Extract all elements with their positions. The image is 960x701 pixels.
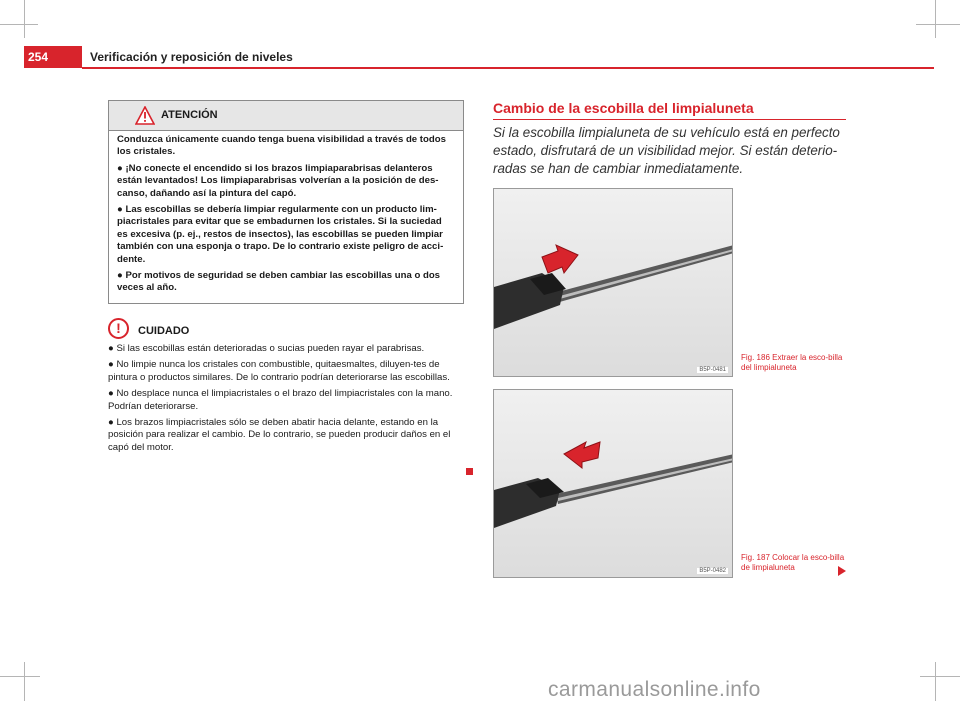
warning-paragraph: ● Las escobillas se debería limpiar regularmente con un producto lim-piacristales para evitar que se embadurnen los cristales. Si la suciedad es excesiva (p. ej., restos de insectos), las escobillas se pueden limpiar también con una esponja o trapo. De lo contrario existe peligro de acci-dente. (117, 204, 444, 265)
caution-body (108, 343, 466, 458)
header-rule (82, 67, 934, 69)
caution-paragraph: ● No limpie nunca los cristales con combustible, quitaesmaltes, diluyen-tes de pintura o productos similares. De lo contrario podrían deteriorarse las escobillas. (108, 359, 450, 383)
crop-mark (0, 676, 40, 677)
warning-body (109, 131, 463, 295)
page-number: 254 (24, 46, 82, 68)
caution-paragraph: ● Si las escobillas están deterioradas o sucias pueden rayar el parabrisas. (108, 343, 425, 354)
continue-arrow-icon (838, 566, 846, 576)
caution-paragraph: ● Los brazos limpiacristales sólo se deben abatir hacia delante, estando en la posición para realizar el cambio. De lo contrario, se pueden producir daños en el capó del motor. (108, 417, 451, 453)
figure-186-image (493, 188, 733, 377)
crop-mark (916, 24, 960, 25)
end-of-section-mark (466, 468, 473, 475)
figure-186-caption: Fig. 186 Extraer la esco-billa del limpialuneta (741, 353, 843, 372)
warning-paragraph: Conduzca únicamente cuando tenga buena visibilidad a través de todos los cristales. (117, 134, 446, 158)
wiper-removal-illustration (494, 189, 733, 377)
crop-mark (935, 662, 936, 701)
warning-paragraph: ● Por motivos de seguridad se deben cambiar las escobillas una o dos veces al año. (117, 270, 441, 294)
warning-box (108, 100, 464, 304)
caution-title: CUIDADO (138, 325, 190, 337)
figure-187-caption: Fig. 187 Colocar la esco-billa de limpialuneta (741, 553, 845, 572)
warning-triangle-icon (135, 106, 155, 125)
crop-mark (24, 0, 25, 38)
warning-header (109, 101, 463, 131)
figure-code: B5P-0481 (699, 367, 726, 373)
watermark: carmanualsonline.info (548, 678, 761, 701)
crop-mark (0, 24, 38, 25)
caution-paragraph: ● No desplace nunca el limpiacristales o el brazo del limpiacristales con la mano. Podrían deteriorarse. (108, 388, 453, 412)
wiper-fitting-illustration (494, 390, 733, 578)
figure-187-image (493, 389, 733, 578)
crop-mark (24, 662, 25, 701)
crop-mark (935, 0, 936, 38)
figure-code: B5P-0482 (699, 568, 726, 574)
crop-mark (920, 676, 960, 677)
warning-paragraph: ● ¡No conecte el encendido si los brazos limpiaparabrisas delanteros están levantados! Los limpiaparabrisas volverían a la posición de des-canso, dañando así la pintura del capó. (117, 162, 439, 199)
warning-title: ATENCIÓN (161, 109, 218, 121)
caution-exclamation-icon: ! (108, 318, 129, 339)
section-rule (493, 119, 846, 120)
section-intro: Si la escobilla limpialuneta de su vehículo está en perfecto estado, disfrutará de un visibilidad mejor. Si están deterio-radas se han de cambiar inmediatamente. (493, 125, 840, 176)
section-title: Cambio de la escobilla del limpialuneta (493, 100, 754, 116)
header-title: Verificación y reposición de niveles (90, 50, 293, 64)
